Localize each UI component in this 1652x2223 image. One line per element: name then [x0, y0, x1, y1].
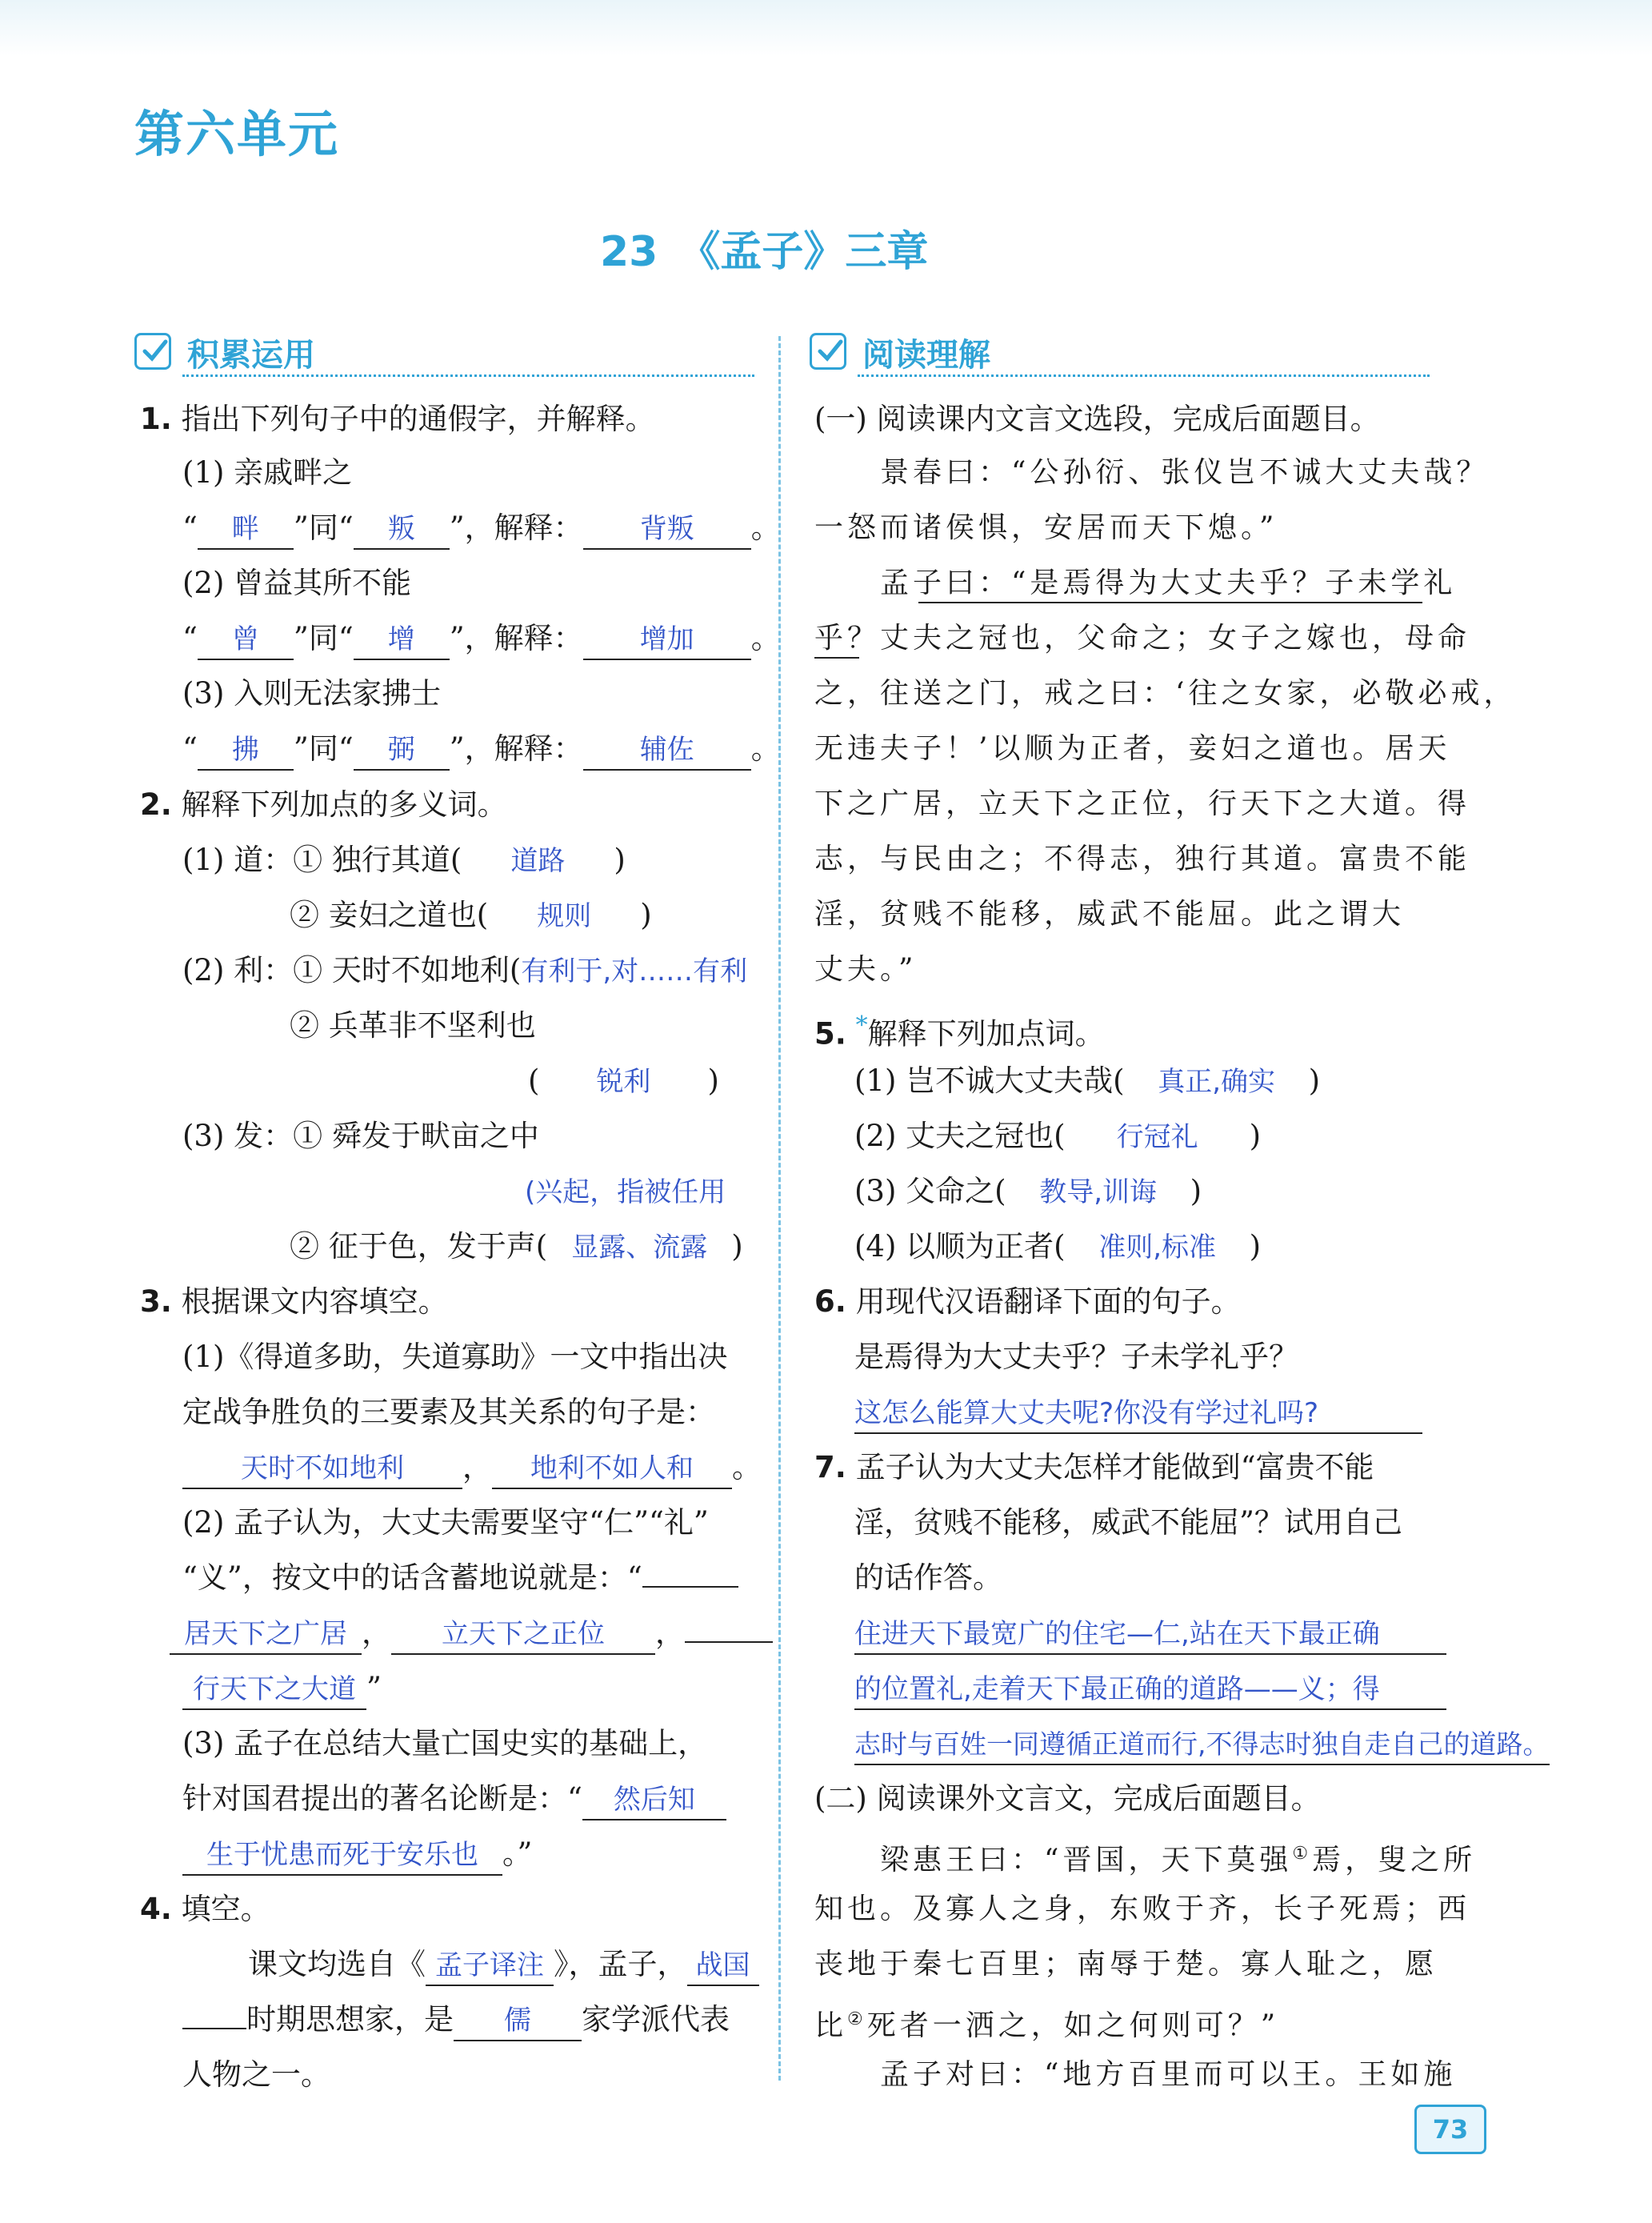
- answer-blank[interactable]: 孟子译注: [426, 1946, 554, 1986]
- passage-underline: [814, 657, 859, 659]
- answer-text[interactable]: 行冠礼: [1116, 1121, 1198, 1153]
- answer-blank[interactable]: 的位置礼,走着天下最正确的道路——义；得: [854, 1670, 1446, 1710]
- question-1: 1. 指出下列句子中的通假字，并解释。: [140, 402, 655, 436]
- q3-text-2: 定战争胜负的三要素及其关系的句子是：: [182, 1395, 715, 1429]
- q5-item-1: (1) 岂不诚大丈夫哉( 真正,确实 ): [854, 1054, 1320, 1109]
- answer-blank[interactable]: 辅佐: [583, 731, 751, 771]
- question-7: 7. 孟子认为大丈夫怎样才能做到“富贵不能: [814, 1450, 1374, 1484]
- answer-text[interactable]: 显露、流露: [571, 1232, 708, 1264]
- q3-text-1: (1)《得道多助，失道寡助》一文中指出决: [182, 1340, 728, 1374]
- section-rule: [858, 375, 1430, 377]
- q4-line-2: 时期思想家，是 儒 家学派代表: [182, 1993, 730, 2047]
- q4-line-3: 人物之一。: [182, 2057, 330, 2092]
- column-divider: [778, 336, 781, 2081]
- q1-item-1-label: (1) 亲戚畔之: [182, 455, 353, 490]
- q6-sentence: 是焉得为大丈夫乎？子未学礼乎？: [854, 1340, 1298, 1374]
- answer-blank[interactable]: 畔: [198, 510, 294, 550]
- passage-line: 知也。及寡人之身，东败于齐，长子死焉；西: [814, 1893, 1471, 1925]
- question-5: 5. *解释下列加点词。: [814, 1011, 1105, 1051]
- q1-item-2-answer: “ 曾 ”同“ 增 ”，解释： 增加 。: [182, 611, 781, 666]
- q3-answer-4: 生于忧患而死于安乐也 。”: [182, 1827, 532, 1881]
- answer-blank[interactable]: 然后知: [582, 1780, 726, 1820]
- q2-line-1: (1) 道：① 独行其道( 道路 ): [182, 833, 626, 888]
- q3-answer-1: 天时不如地利 ， 地利不如人和 。: [182, 1440, 762, 1495]
- section-header-accumulation: [134, 328, 754, 376]
- section-label: 积累运用: [187, 337, 315, 374]
- top-band: [0, 0, 1652, 56]
- passage-line: 梁惠王曰：“晋国，天下莫强①焉，叟之所: [880, 1844, 1477, 1877]
- checkmark-icon: [810, 333, 846, 370]
- question-4: 4. 填空。: [140, 1892, 270, 1926]
- answer-blank[interactable]: 天时不如地利: [182, 1449, 462, 1489]
- checkmark-icon: [134, 333, 171, 370]
- passage-line: 丈夫。”: [814, 953, 918, 986]
- q7-stem-3: 的话作答。: [854, 1560, 1002, 1595]
- q1-item-3-label: (3) 入则无法家拂士: [182, 676, 442, 711]
- q2-line-2: ② 妾妇之道也( 规则 ): [290, 888, 652, 943]
- answer-blank[interactable]: 住进天下最宽广的住宅—仁,站在天下最正确: [854, 1615, 1446, 1655]
- star-icon: *: [855, 1011, 868, 1039]
- passage-underline: [918, 602, 1422, 603]
- passage-line: 孟子曰：“是焉得为大丈夫乎？子未学礼: [880, 567, 1457, 599]
- answer-text[interactable]: 有利于,对……有利: [521, 955, 748, 987]
- answer-blank[interactable]: 战国: [687, 1946, 759, 1986]
- question-3: 3. 根据课文内容填空。: [140, 1284, 448, 1319]
- answer-blank[interactable]: 增: [354, 620, 450, 660]
- q7-stem-2: 淫，贫贱不能移，威武不能屈”？试用自己: [854, 1505, 1402, 1540]
- q1-item-3-answer: “ 拂 ”同“ 弼 ”，解释： 辅佐 。: [182, 722, 781, 776]
- q3-answer-2: 居天下之广居 ， 立天下之正位 ，: [170, 1606, 773, 1660]
- q1-item-1-answer: “ 畔 ”同“ 叛 ”，解释： 背叛 。: [182, 501, 781, 555]
- answer-blank[interactable]: 儒: [454, 2001, 582, 2041]
- q5-item-3: (3) 父命之( 教导,训诲 ): [854, 1164, 1202, 1220]
- passage-line: 之，往送之门，戒之曰：‘往之女家，必敬必戒，: [814, 677, 1517, 710]
- answer-blank[interactable]: 拂: [198, 731, 294, 771]
- q5-item-2: (2) 丈夫之冠也( 行冠礼 ): [854, 1109, 1261, 1164]
- answer-text[interactable]: 道路: [510, 845, 566, 877]
- q7-answer-2: [854, 1661, 1446, 1716]
- answer-blank[interactable]: 生于忧患而死于安乐也: [182, 1836, 502, 1876]
- question-6: 6. 用现代汉语翻译下面的句子。: [814, 1284, 1241, 1319]
- answer-text[interactable]: 真正,确实: [1158, 1066, 1276, 1098]
- answer-blank[interactable]: 曾: [198, 620, 294, 660]
- section-header-reading: [810, 328, 1430, 376]
- answer-text[interactable]: (兴起，指被任用: [525, 1176, 726, 1208]
- q2-line-3: (2) 利：① 天时不如地利(有利于,对……有利: [182, 953, 748, 987]
- answer-text[interactable]: 锐利: [596, 1066, 651, 1098]
- q6-answer: [854, 1385, 1422, 1440]
- passage-line: 一怒而诸侯惧，安居而天下熄。”: [814, 511, 1278, 544]
- q3-text-6: 针对国君提出的著名论断是：“ 然后知: [182, 1772, 726, 1826]
- answer-blank[interactable]: 地利不如人和: [492, 1449, 732, 1489]
- passage-line: 孟子对曰：“地方百里而可以王。王如施: [880, 2058, 1457, 2091]
- answer-blank[interactable]: 立天下之正位: [391, 1615, 655, 1655]
- passage-line: 景春曰：“公孙衍、张仪岂不诚大丈夫哉？: [880, 456, 1490, 489]
- q7-answer-1: [854, 1606, 1446, 1660]
- answer-blank[interactable]: 叛: [354, 510, 450, 550]
- q1-item-2-label: (2) 曾益其所不能: [182, 566, 412, 600]
- answer-blank[interactable]: 行天下之大道: [182, 1670, 366, 1710]
- page-number: 73: [1414, 2105, 1486, 2154]
- passage-line: 淫，贫贱不能移，威武不能屈。此之谓大: [814, 898, 1406, 931]
- q7-answer-3: [854, 1716, 1550, 1771]
- answer-blank[interactable]: 弼: [354, 731, 450, 771]
- q3-text-4: “义”，按文中的话含蓄地说就是：“: [182, 1551, 738, 1605]
- q2-line-4: ② 兵革非不坚利也: [290, 1008, 536, 1043]
- reading-2-intro: (二) 阅读课外文言文，完成后面题目。: [814, 1781, 1321, 1816]
- section-label: 阅读理解: [862, 337, 990, 374]
- passage-line: 下之广居，立天下之正位，行天下之大道。得: [814, 787, 1471, 820]
- q2-line-6: ② 征于色，发于声( 显露、流露 ): [290, 1220, 743, 1275]
- answer-blank[interactable]: 这怎么能算大丈夫呢?你没有学过礼吗?: [854, 1394, 1422, 1434]
- answer-blank[interactable]: 居天下之广居: [170, 1615, 362, 1655]
- q3-text-5: (3) 孟子在总结大量亡国史实的基础上，: [182, 1726, 708, 1760]
- section-rule: [182, 375, 754, 377]
- answer-blank[interactable]: 增加: [583, 620, 751, 660]
- reading-1-intro: (一) 阅读课内文言文选段，完成后面题目。: [814, 402, 1380, 436]
- lesson-title: 23 《孟子》三章: [600, 228, 929, 276]
- passage-line: 无违夫子！’以顺为正者，妾妇之道也。居天: [814, 732, 1451, 765]
- passage-line: 比②死者一洒之，如之何则可？”: [814, 2009, 1280, 2042]
- answer-text[interactable]: 规则: [537, 900, 592, 932]
- answer-text[interactable]: 准则,标准: [1098, 1232, 1217, 1264]
- q2-line-4-answer: ( 锐利 ): [528, 1054, 719, 1109]
- answer-blank[interactable]: 背叛: [583, 510, 751, 550]
- q3-text-3: (2) 孟子认为，大丈夫需要坚守“仁”“礼”: [182, 1505, 709, 1540]
- answer-text[interactable]: 教导,训诲: [1039, 1176, 1158, 1208]
- q2-line-5-answer: [525, 1164, 726, 1220]
- passage-line: 志，与民由之；不得志，独行其道。富贵不能: [814, 843, 1471, 875]
- unit-title: 第六单元: [134, 105, 340, 163]
- q5-item-4: (4) 以顺为正者( 准则,标准 ): [854, 1220, 1261, 1275]
- question-2: 2. 解释下列加点的多义词。: [140, 787, 507, 822]
- passage-line: 丧地于秦七百里；南辱于楚。寡人耻之，愿: [814, 1948, 1438, 1981]
- q2-line-5: (3) 发：① 舜发于畎亩之中: [182, 1119, 539, 1153]
- q4-line-1: 课文均选自《 孟子译注 》，孟子， 战国: [248, 1937, 759, 1992]
- q3-answer-3: 行天下之大道 ”: [182, 1661, 382, 1716]
- passage-line: 乎？丈夫之冠也，父命之；女子之嫁也，母命: [814, 622, 1471, 655]
- answer-blank[interactable]: 志时与百姓一同遵循正道而行,不得志时独自走自己的道路。: [854, 1725, 1550, 1765]
